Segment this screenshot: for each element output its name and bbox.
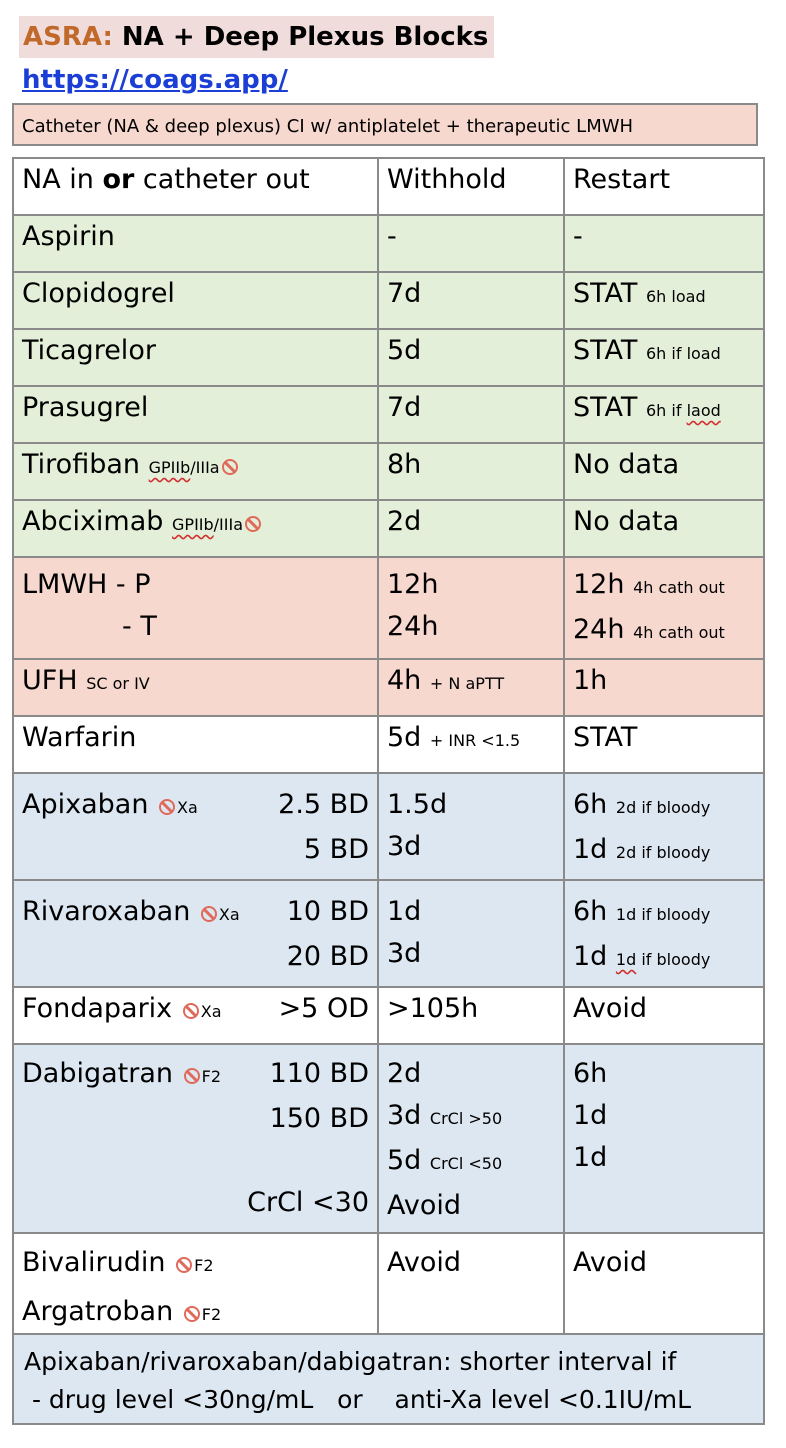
table-header-row [13,158,764,215]
drug-target: Xa [177,798,198,817]
apixaban-line1 [22,784,369,829]
fondaparix-line [22,988,369,1033]
drug-target: F2 [201,1305,222,1324]
withhold-ufh [378,659,564,716]
header-text-pre: NA in [22,164,103,195]
table-row [13,1044,764,1233]
table-row [13,443,764,500]
restart-2: 1d [573,1100,608,1131]
drug-name: Fondaparix [22,993,173,1024]
drug-aspirin: Aspirin [13,215,378,272]
withhold-aspirin: - [378,215,564,272]
restart-value: 6h [573,789,608,820]
bivalirudin-line [22,1242,369,1287]
restart-value: 24h [573,614,625,645]
restart-value: 1d [573,941,608,972]
drug-label [22,784,198,829]
drug-fondaparix [13,987,378,1044]
note-misspelled: 1d [615,950,637,969]
drug-prasugrel: Prasugrel [13,386,378,443]
withhold-4: Avoid [387,1190,462,1221]
anticoag-table [12,157,765,1350]
footer-line-1: Apixaban/rivaroxaban/dabigatran: shorter interval if [24,1347,677,1376]
restart-dabigatran [564,1044,764,1233]
withhold-prasugrel: 7d [378,386,564,443]
rivaroxaban-line1 [22,891,369,936]
header-drug [13,158,378,215]
no-entry-icon [176,1257,192,1273]
dose-1: 10 BD [286,896,369,927]
restart-value: STAT [573,392,638,423]
withhold-value: 4h [387,665,422,696]
table-row [13,773,764,880]
dose-2: 5 BD [303,834,369,865]
table-row [13,500,764,557]
drug-name: Argatroban [22,1296,174,1327]
withhold-note: + N aPTT [429,674,505,693]
footer-line-2: - drug level <30ng/mL or anti-Xa level <0.1IU/mL [24,1385,692,1414]
withhold-note: CrCl >50 [429,1109,503,1128]
header-text-bold: or [102,164,135,195]
table-row [13,557,764,659]
withhold-1: 2d [387,1058,422,1089]
dose-3: CrCl <30 [247,1187,369,1218]
table-row [13,987,764,1044]
brand-label: ASRA: [23,22,113,52]
withhold-rivaroxaban [378,880,564,987]
class-misspelled: GPIIb [172,515,214,534]
no-entry-icon [184,1068,200,1084]
table-row [13,272,764,329]
restart-lmwh [564,557,764,659]
drug-name: Rivaroxaban [22,896,191,927]
restart-note: 4h cath out [633,623,725,642]
class-post: /IIIa [213,515,244,534]
drug-target: Xa [200,1002,222,1021]
restart-2 [573,936,755,981]
withhold-1: 1d [387,896,422,927]
drug-name: Tirofiban [22,449,140,480]
title-text: NA + Deep Plexus Blocks [112,22,489,52]
restart-value: 1d [573,834,608,865]
drug-name: Apixaban [22,789,149,820]
withhold-bival: Avoid [378,1233,564,1349]
no-entry-icon [184,1306,200,1322]
dose-2: 20 BD [286,941,369,972]
dose-1: 110 BD [269,1058,369,1089]
drug-ticagrelor: Ticagrelor [13,329,378,386]
dose-2: 150 BD [269,1103,369,1134]
restart-ufh: 1h [564,659,764,716]
no-entry-icon [159,799,175,815]
withhold-2 [387,1095,555,1140]
withhold-value: 3d [387,1100,422,1131]
withhold-lmwh [378,557,564,659]
no-entry-icon [201,906,217,922]
note-misspelled: laod [686,401,721,420]
withhold-value: 5d [387,1145,422,1176]
restart-tirofiban: No data [564,443,764,500]
drug-target: F2 [201,1067,221,1086]
drug-rivaroxaban [13,880,378,987]
table-row [13,659,764,716]
drug-clopidogrel: Clopidogrel [13,272,378,329]
lmwh-p: LMWH - P [22,569,151,600]
withhold-p: 12h [387,569,439,600]
restart-warfarin: STAT [564,716,764,773]
drug-target: F2 [194,1256,214,1275]
withhold-ticagrelor: 5d [378,329,564,386]
catheter-note: Catheter (NA & deep plexus) CI w/ antiplatelet + therapeutic LMWH [12,103,758,146]
drug-apixaban [13,773,378,880]
table-row [13,215,764,272]
withhold-t: 24h [387,611,439,642]
drug-ufh [13,659,378,716]
drug-name: Abciximab [22,506,164,537]
table-row [13,329,764,386]
restart-fondaparix: Avoid [564,987,764,1044]
withhold-abciximab: 2d [378,500,564,557]
restart-note: 2d if bloody [615,798,711,817]
withhold-2: 3d [387,938,422,969]
withhold-dabigatran [378,1044,564,1233]
drug-dabigatran [13,1044,378,1233]
no-entry-icon [222,459,238,475]
withhold-1: 1.5d [387,789,448,820]
restart-clopidogrel [564,272,764,329]
class-post: /IIIa [190,458,220,477]
dose: >5 OD [278,993,369,1024]
restart-p [573,564,755,609]
dabigatran-line1 [22,1053,369,1098]
drug-bival-argatroban [13,1233,378,1349]
drug-label [22,891,240,936]
restart-rivaroxaban [564,880,764,987]
withhold-warfarin [378,716,564,773]
restart-apixaban [564,773,764,880]
withhold-value: 5d [387,722,422,753]
drug-label [22,988,222,1033]
restart-t [573,609,755,654]
restart-1: 6h [573,1058,608,1089]
restart-note: 6h if load [646,344,721,363]
restart-3: 1d [573,1142,608,1173]
no-entry-icon [183,1003,199,1019]
withhold-apixaban [378,773,564,880]
restart-note: 6h load [646,287,706,306]
drug-tirofiban [13,443,378,500]
restart-note: 1d if bloody [615,905,711,924]
restart-value: 6h [573,896,608,927]
drug-name: Dabigatran [22,1058,174,1089]
footer-note [12,1333,765,1425]
coags-link[interactable]: https://coags.app/ [22,65,288,95]
restart-prasugrel [564,386,764,443]
drug-target: Xa [218,905,240,924]
restart-value: STAT [573,278,638,309]
restart-value: STAT [573,335,638,366]
dose-1: 2.5 BD [278,789,369,820]
drug-abciximab [13,500,378,557]
drug-class [172,515,243,534]
withhold-note: + INR <1.5 [429,731,521,750]
withhold-tirofiban: 8h [378,443,564,500]
withhold-2: 3d [387,831,422,862]
lmwh-t: - T [122,611,157,642]
drug-class [149,458,220,477]
header-text-post: catheter out [134,164,310,195]
restart-1 [573,891,755,936]
table-row [13,880,764,987]
drug-route: SC or IV [86,674,150,693]
restart-bival: Avoid [564,1233,764,1349]
withhold-3 [387,1140,555,1185]
restart-note: 2d if bloody [615,843,711,862]
note-post: if bloody [636,950,711,969]
restart-note: 4h cath out [633,578,725,597]
withhold-note: CrCl <50 [429,1154,503,1173]
restart-note [646,401,721,420]
note-pre: 6h if [646,401,687,420]
drug-label [22,1053,221,1098]
restart-note [616,950,710,969]
restart-abciximab: No data [564,500,764,557]
drug-lmwh [13,557,378,659]
no-entry-icon [245,516,261,532]
table-row [13,716,764,773]
withhold-fondaparix: >105h [378,987,564,1044]
restart-value: 12h [573,569,625,600]
spacer [22,1140,369,1182]
drug-warfarin: Warfarin [13,716,378,773]
table-row [13,386,764,443]
header-withhold: Withhold [378,158,564,215]
argatroban-line [22,1291,369,1336]
page-title [19,16,494,58]
withhold-clopidogrel: 7d [378,272,564,329]
drug-name: Bivalirudin [22,1247,166,1278]
restart-aspirin: - [564,215,764,272]
class-misspelled: GPIIb [148,458,191,477]
drug-name: UFH [22,665,78,696]
table-row [13,1233,764,1349]
restart-2 [573,829,755,874]
restart-1 [573,784,755,829]
header-restart: Restart [564,158,764,215]
restart-ticagrelor [564,329,764,386]
